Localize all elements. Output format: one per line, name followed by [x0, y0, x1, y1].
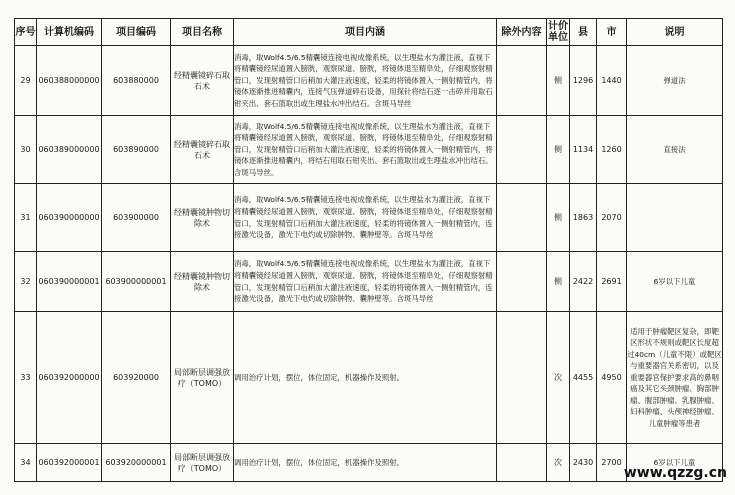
city-price-cell: 2700 — [597, 444, 627, 482]
unit-cell: 次 — [547, 312, 570, 444]
county-price-cell: 1296 — [570, 46, 597, 116]
project-code-cell: 603880000 — [102, 46, 171, 116]
column-header: 除外内容 — [497, 19, 547, 46]
computer-code-cell: 060390000001 — [37, 252, 102, 312]
city-price-cell: 1440 — [597, 46, 627, 116]
project-name-cell: 经精囊镜肿物切除术 — [171, 184, 234, 252]
project-name-cell: 经精囊镜碎石取石术 — [171, 46, 234, 116]
unit-cell: 侧 — [547, 252, 570, 312]
seq-cell: 34 — [15, 444, 37, 482]
seq-cell: 29 — [15, 46, 37, 116]
county-price-cell: 1134 — [570, 116, 597, 184]
city-price-cell: 4950 — [597, 312, 627, 444]
note-cell — [627, 184, 723, 252]
county-price-cell: 2422 — [570, 252, 597, 312]
project-code-cell: 603900000001 — [102, 252, 171, 312]
column-header: 县 — [570, 19, 597, 46]
exclusion-cell — [497, 444, 547, 482]
unit-cell: 侧 — [547, 184, 570, 252]
project-description-cell: 调用治疗计划，摆位，体位固定，机器操作及照射。 — [234, 444, 497, 482]
project-name-cell: 局部断层调强放疗（TOMO） — [171, 444, 234, 482]
city-price-cell: 2070 — [597, 184, 627, 252]
exclusion-cell — [497, 312, 547, 444]
column-header: 说明 — [627, 19, 723, 46]
note-cell: 6岁以下儿童 — [627, 252, 723, 312]
watermark-text: www.qzzg.cn — [623, 465, 727, 481]
seq-cell: 32 — [15, 252, 37, 312]
computer-code-cell: 060389000000 — [37, 116, 102, 184]
project-name-cell: 经精囊镜肿物切除术 — [171, 252, 234, 312]
project-code-cell: 603920000 — [102, 312, 171, 444]
exclusion-cell — [497, 184, 547, 252]
unit-cell: 侧 — [547, 46, 570, 116]
exclusion-cell — [497, 116, 547, 184]
county-price-cell: 4455 — [570, 312, 597, 444]
price-table-container — [14, 18, 723, 482]
table-row — [15, 116, 723, 184]
note-cell: 适用于肿瘤靶区复杂，即靶区形状不规则或靶区长度超过40cm（儿童不限）或靶区与重要器官关系密切，以及重要器官保护要求高的鼻咽癌及其它头颈肿瘤、胸部肿瘤、腹部肿瘤、乳腺肿瘤、妇科肿瘤、头颅神经肿瘤、儿童肿瘤等患者 — [627, 312, 723, 444]
project-description-cell: 消毒，取Wolf4.5/6.5精囊镜连接电视成像系统，以生理盐水为灌注液，直视下将精囊镜经尿道置入膀胱，观察尿道、膀胱，将镜体退至精阜处，仔细观察射精管口，发现射精管口后稍加大灌注液速度，轻柔的将镜体置入一侧射精管内，连接激光设备，激光下电灼或切除肿物、囊肿壁等。含斑马导丝 — [234, 184, 497, 252]
project-description-cell: 消毒，取Wolf4.5/6.5精囊镜连接电视成像系统，以生理盐水为灌注液，直视下将精囊镜经尿道置入膀胱，观察尿道、膀胱，将镜体退至精阜处，仔细观察射精管口，发现射精管口后稍加大灌注液速度，轻柔的将镜体置入一侧射精管内，将镜体逐渐推进精囊内，将结石用取石钳夹出、套石篮取出或生理盐水冲出结石。含斑马导丝。 — [234, 116, 497, 184]
column-header: 序号 — [15, 19, 37, 46]
computer-code-cell: 060392000001 — [37, 444, 102, 482]
column-header: 项目编码 — [102, 19, 171, 46]
project-code-cell: 603920000001 — [102, 444, 171, 482]
column-header: 计价单位 — [547, 19, 570, 46]
note-cell: 6岁以下儿童 — [627, 444, 723, 482]
county-price-cell: 2430 — [570, 444, 597, 482]
city-price-cell: 1260 — [597, 116, 627, 184]
column-header: 计算机编码 — [37, 19, 102, 46]
county-price-cell: 1863 — [570, 184, 597, 252]
computer-code-cell: 060390000000 — [37, 184, 102, 252]
table-row — [15, 252, 723, 312]
city-price-cell: 2691 — [597, 252, 627, 312]
seq-cell: 33 — [15, 312, 37, 444]
column-header: 市 — [597, 19, 627, 46]
unit-cell: 侧 — [547, 116, 570, 184]
project-description-cell: 消毒，取Wolf4.5/6.5精囊镜连接电视成像系统，以生理盐水为灌注液，直视下将精囊镜经尿道置入膀胱，观察尿道、膀胱，将镜体退至精阜处，仔细观察射精管口，发现射精管口后稍加大灌注液速度，轻柔的将镜体置入一侧射精管内，将镜体逐渐推进精囊内，连接气压弹道碎石设备，用探针将结石逐一击碎并用取石钳夹出、套石篮取出或生理盐水冲出结石。含斑马导丝 — [234, 46, 497, 116]
table-row — [15, 184, 723, 252]
exclusion-cell — [497, 252, 547, 312]
note-cell: 直接法 — [627, 116, 723, 184]
project-name-cell: 局部断层调强放疗（TOMO） — [171, 312, 234, 444]
unit-cell: 次 — [547, 444, 570, 482]
seq-cell: 30 — [15, 116, 37, 184]
table-row — [15, 444, 723, 482]
note-cell: 弹道法 — [627, 46, 723, 116]
computer-code-cell: 060388000000 — [37, 46, 102, 116]
project-description-cell: 消毒，取Wolf4.5/6.5精囊镜连接电视成像系统，以生理盐水为灌注液，直视下将精囊镜经尿道置入膀胱，观察尿道、膀胱，将镜体退至精阜处，仔细观察射精管口，发现射精管口后稍加大灌注液速度，轻柔的将镜体置入一侧射精管内，连接激光设备，激光下电灼或切除肿物、囊肿壁等。含斑马导丝 — [234, 252, 497, 312]
exclusion-cell — [497, 46, 547, 116]
column-header: 项目名称 — [171, 19, 234, 46]
project-code-cell: 603900000 — [102, 184, 171, 252]
project-code-cell: 603890000 — [102, 116, 171, 184]
column-header: 项目内涵 — [234, 19, 497, 46]
table-row — [15, 46, 723, 116]
price-table — [14, 18, 723, 482]
header-row — [15, 19, 723, 46]
table-row — [15, 312, 723, 444]
project-description-cell: 调用治疗计划，摆位，体位固定，机器操作及照射。 — [234, 312, 497, 444]
project-name-cell: 经精囊镜碎石取石术 — [171, 116, 234, 184]
seq-cell: 31 — [15, 184, 37, 252]
computer-code-cell: 060392000000 — [37, 312, 102, 444]
